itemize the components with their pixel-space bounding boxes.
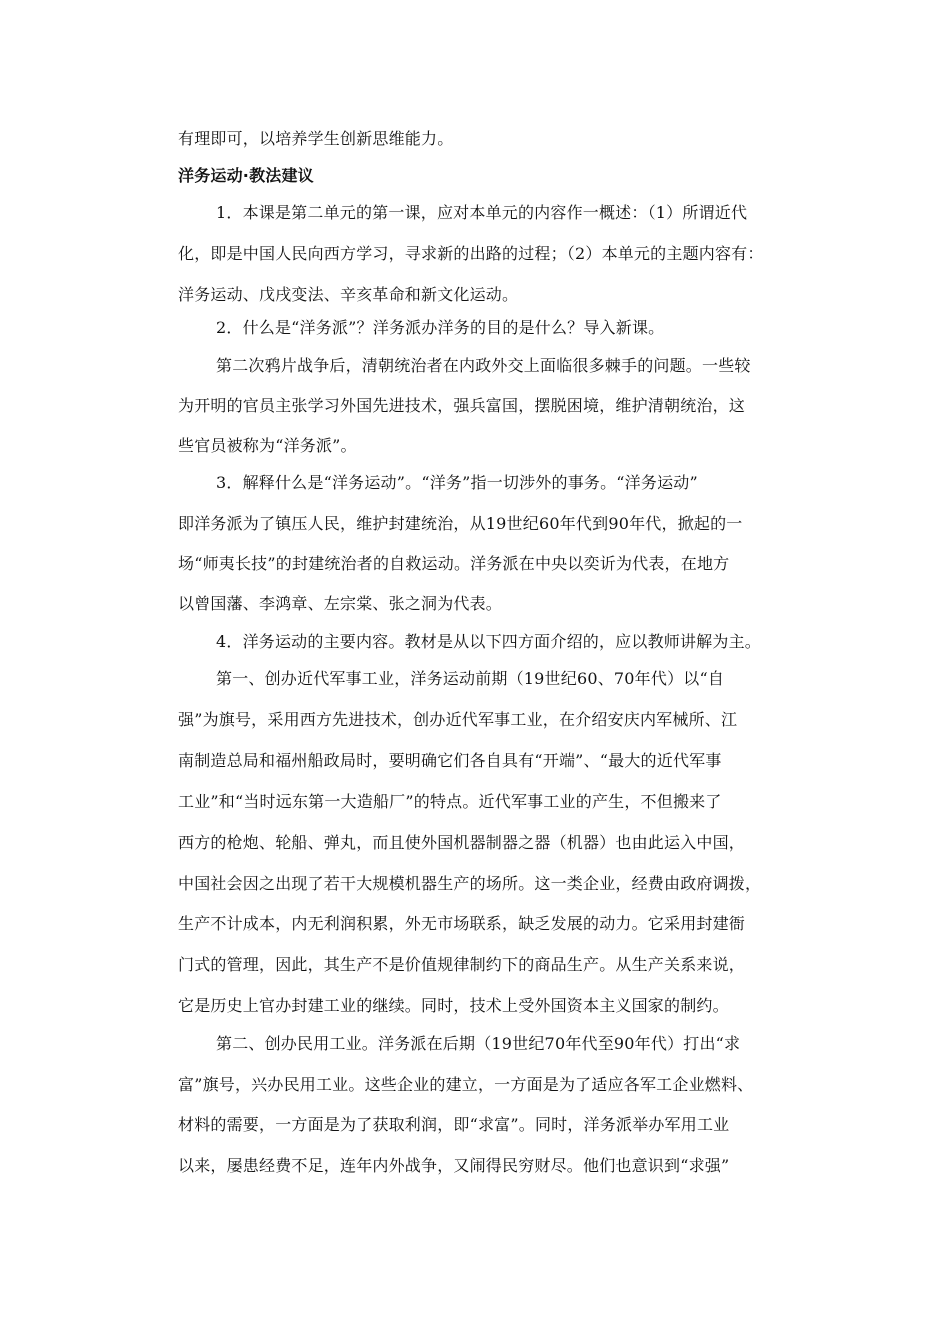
section-heading: 洋务运动·教法建议 bbox=[178, 166, 314, 185]
body-text-line: 生产不计成本，内无利润积累，外无市场联系，缺乏发展的动力。它采用封建衙 bbox=[178, 914, 746, 933]
body-text-line: 为开明的官员主张学习外国先进技术，强兵富国，摆脱困境，维护清朝统治，这 bbox=[178, 396, 746, 415]
paragraph-first-line: 4．洋务运动的主要内容。教材是从以下四方面介绍的，应以教师讲解为主。 bbox=[216, 632, 761, 651]
body-text-line: 洋务运动、戊戌变法、辛亥革命和新文化运动。 bbox=[178, 285, 519, 304]
body-text-line: 西方的枪炮、轮船、弹丸，而且使外国机器制器之器（机器）也由此运入中国， bbox=[178, 833, 746, 852]
body-text-line: 有理即可，以培养学生创新思维能力。 bbox=[178, 129, 454, 148]
paragraph-first-line: 第二、创办民用工业。洋务派在后期（19世纪70年代至90年代）打出“求 bbox=[216, 1034, 741, 1053]
body-text-line: 工业”和“当时远东第一大造船厂”的特点。近代军事工业的产生，不但搬来了 bbox=[178, 792, 722, 811]
body-text-line: 些官员被称为“洋务派”。 bbox=[178, 436, 357, 455]
paragraph-first-line: 第二次鸦片战争后，清朝统治者在内政外交上面临很多棘手的问题。一些较 bbox=[216, 356, 751, 375]
paragraph-first-line: 第一、创办近代军事工业，洋务运动前期（19世纪60、70年代）以“自 bbox=[216, 669, 725, 688]
body-text-line: 门式的管理，因此，其生产不是价值规律制约下的商品生产。从生产关系来说， bbox=[178, 955, 746, 974]
body-text-line: 即洋务派为了镇压人民，维护封建统治，从19世纪60年代到90年代，掀起的一 bbox=[178, 514, 743, 533]
body-text-line: 富”旗号，兴办民用工业。这些企业的建立，一方面是为了适应各军工企业燃料、 bbox=[178, 1075, 754, 1094]
paragraph-first-line: 1．本课是第二单元的第一课，应对本单元的内容作一概述：（1）所谓近代 bbox=[216, 203, 748, 222]
body-text-line: 场“师夷长技”的封建统治者的自救运动。洋务派在中央以奕䜣为代表，在地方 bbox=[178, 554, 730, 573]
body-text-line: 化，即是中国人民向西方学习，寻求新的出路的过程；（2）本单元的主题内容有： bbox=[178, 244, 764, 263]
body-text-line: 以来，屡患经费不足，连年内外战争，又闹得民穷财尽。他们也意识到“求强” bbox=[178, 1156, 730, 1175]
body-text-line: 南制造总局和福州船政局时，要明确它们各自具有“开端”、“最大的近代军事 bbox=[178, 751, 722, 770]
body-text-line: 中国社会因之出现了若干大规模机器生产的场所。这一类企业，经费由政府调拨， bbox=[178, 874, 762, 893]
body-text-line: 强”为旗号，采用西方先进技术，创办近代军事工业，在介绍安庆内军械所、江 bbox=[178, 710, 738, 729]
paragraph-first-line: 2．什么是“洋务派”？洋务派办洋务的目的是什么？导入新课。 bbox=[216, 318, 665, 337]
body-text-line: 以曾国藩、李鸿章、左宗棠、张之洞为代表。 bbox=[178, 594, 503, 613]
body-text-line: 材料的需要，一方面是为了获取利润，即“求富”。同时，洋务派举办军用工业 bbox=[178, 1115, 730, 1134]
body-text-line: 它是历史上官办封建工业的继续。同时，技术上受外国资本主义国家的制约。 bbox=[178, 996, 729, 1015]
paragraph-first-line: 3．解释什么是“洋务运动”。“洋务”指一切涉外的事务。“洋务运动” bbox=[216, 473, 698, 492]
